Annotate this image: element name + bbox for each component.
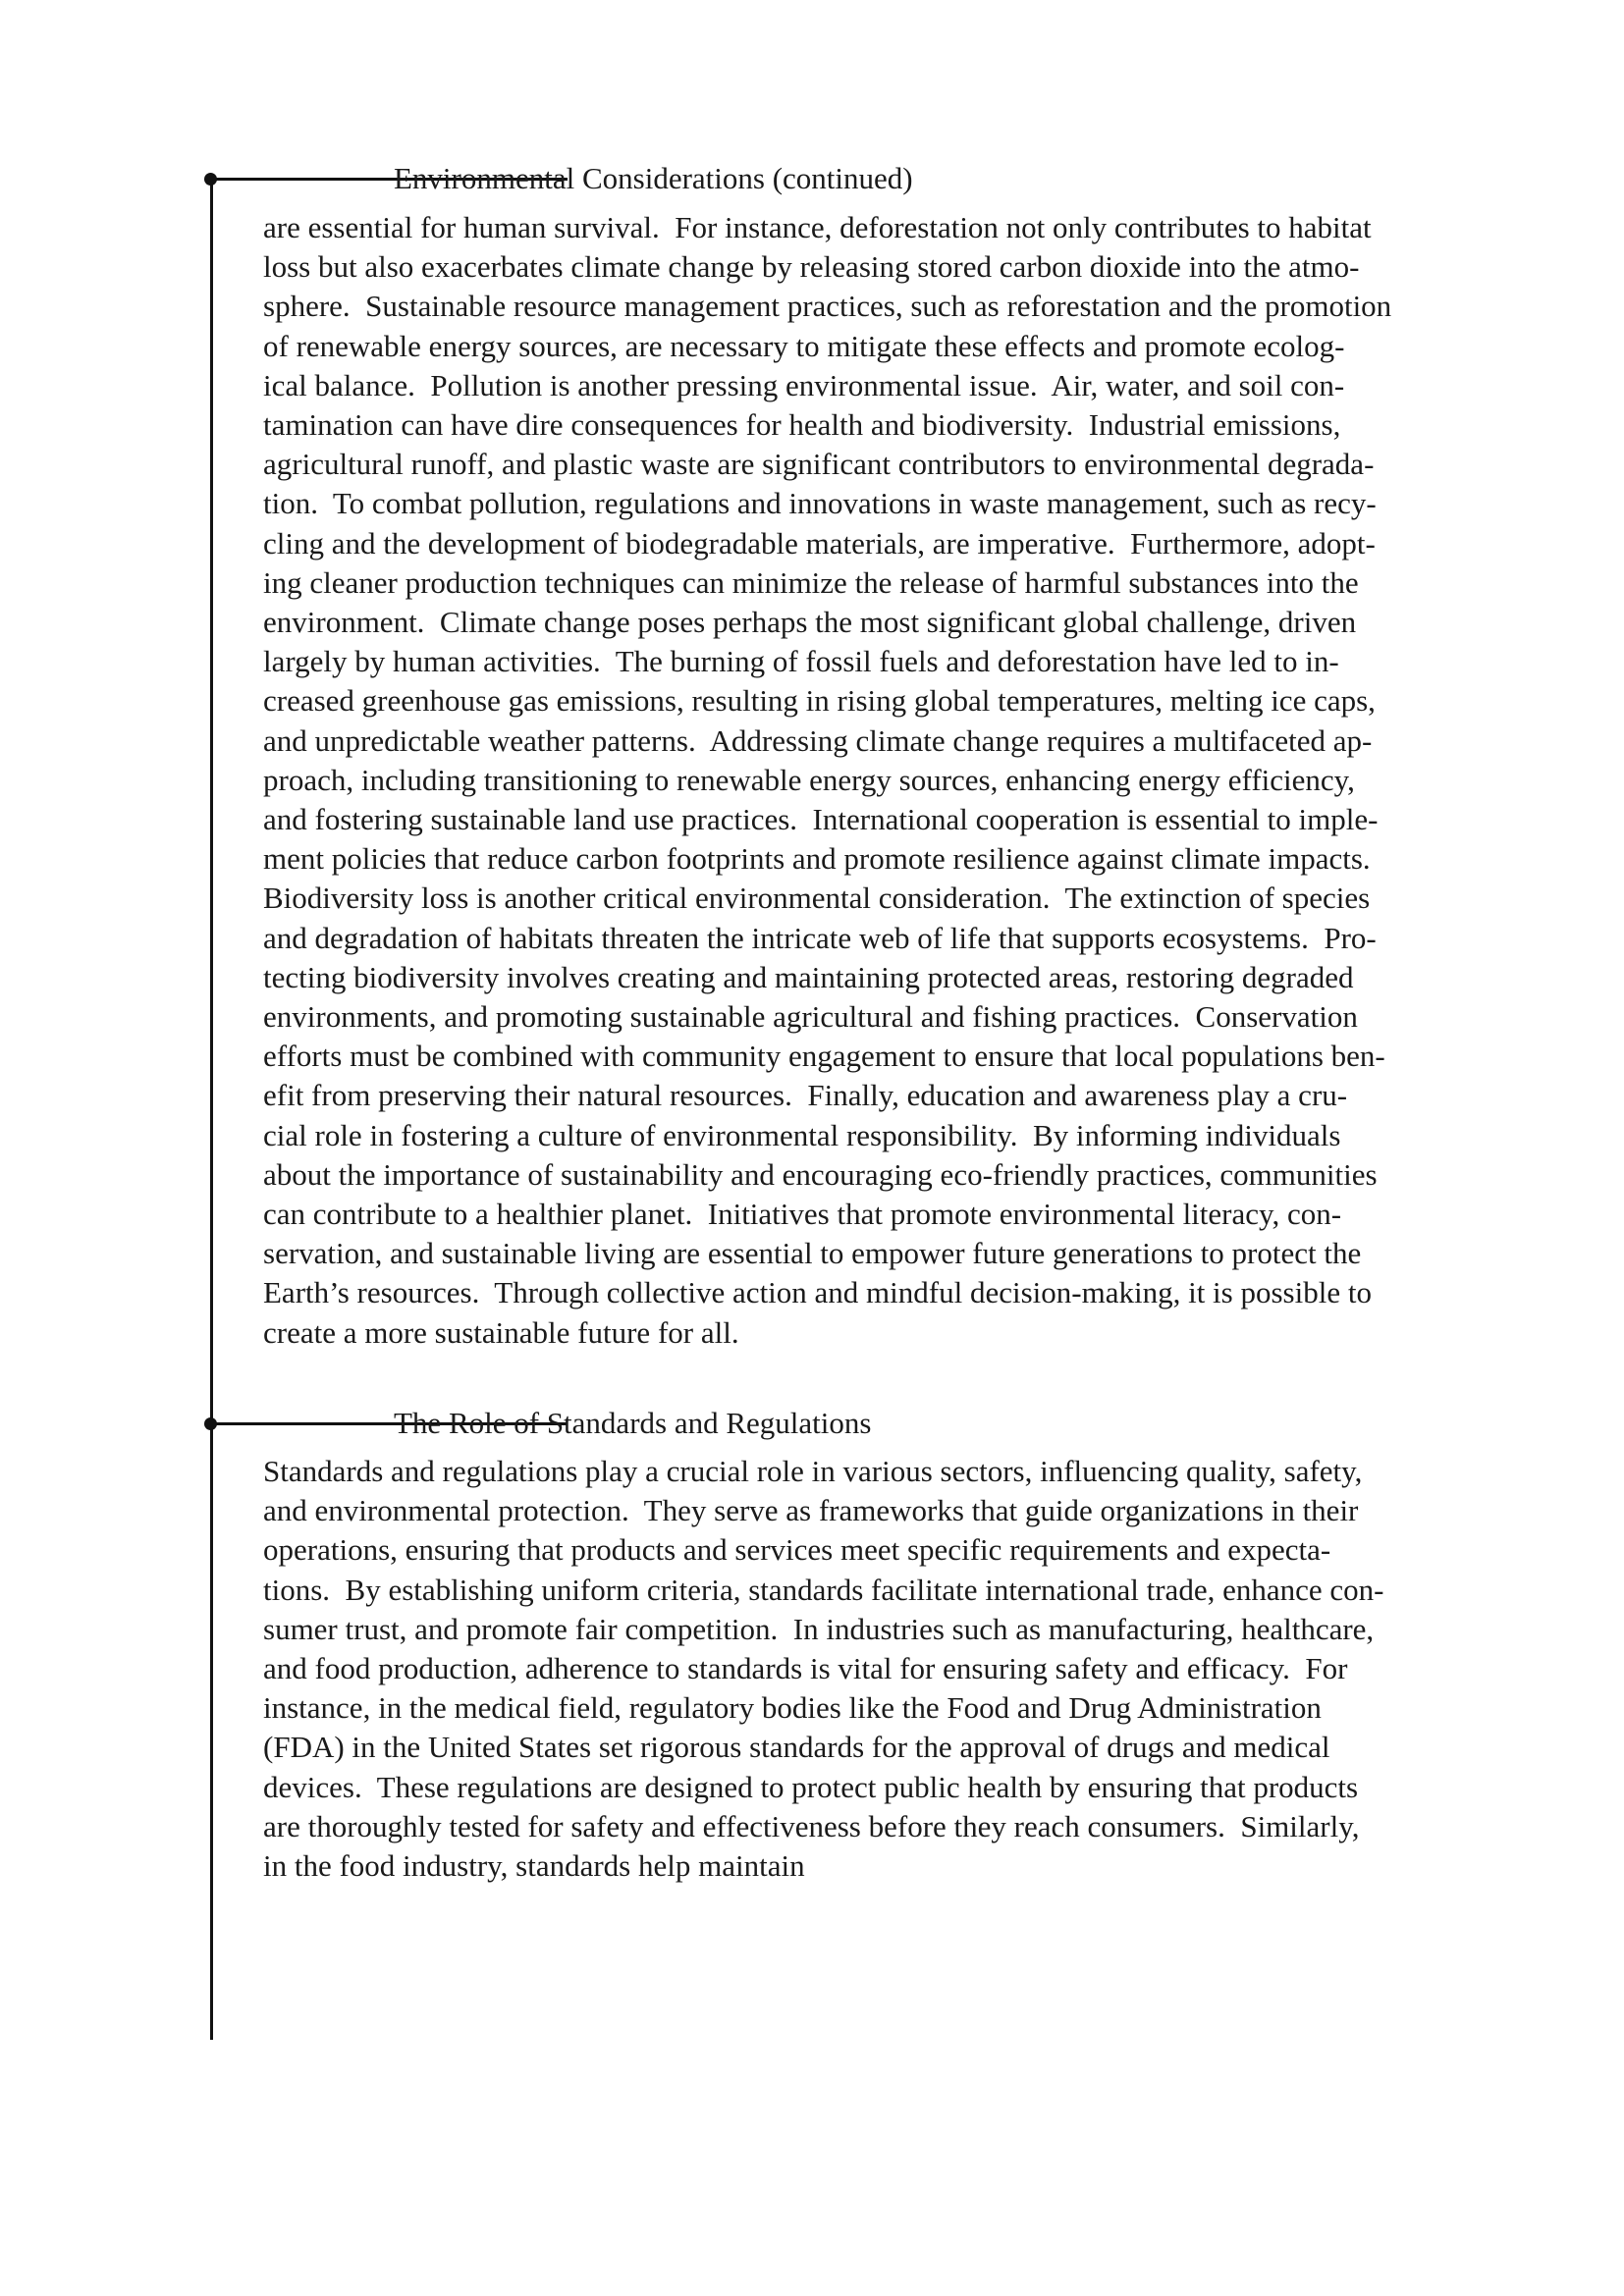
section-title: Environmental Considerations (continued) (394, 161, 913, 195)
section-heading (204, 1406, 1481, 1440)
section-body: are essential for human survival. For instance, deforestation not only contributes to habitat loss but also exacerbates climate change by releasing stored carbon dioxide into the atmo- sphere. Sustainable resource management practices, such as reforestation and the promotion of renewable energy sources, are necessary to mitigate these effects and promote ecolog- ical balance. Pollution is another pressing environmental issue. Air, water, and soil con- tamination can have dire consequences for health and biodiversity. Industrial emissions, agricultural runoff, and plastic waste are significant contributors to environmental degrada- tion. To combat pollution, regulations and innovations in waste management, such as recy- cling and the development of biodegradable materials, are imperative. Furthermore, adopt- ing cleaner production techniques can minimize the release of harmful substances into the environment. Climate change poses perhaps the most significant global challenge, driven largely by human activities. The burning of fossil fuels and deforestation have led to in- creased greenhouse gas emissions, resulting in rising global temperatures, melting ice caps, and unpredictable weather patterns. Addressing climate change requires a multifaceted ap- proach, including transitioning to renewable energy sources, enhancing energy efficiency, and fostering sustainable land use practices. International cooperation is essential to imple- ment policies that reduce carbon footprints and promote resilience against climate impacts. Biodiversity loss is another critical environmental consideration. The extinction of species and degradation of habitats threaten the intricate web of life that supports ecosystems. Pro- tecting biodiversity involves creating and maintaining protected areas, restoring degraded environments, and promoting sustainable agricultural and fishing practices. Conservation efforts must be combined with community engagement to ensure that local populations ben- efit from preserving their natural resources. Finally, education and awareness play a cru- cial role in fostering a culture of environmental responsibility. By informing individuals about the importance of sustainability and encouraging eco-friendly practices, communities can contribute to a healthier planet. Initiatives that promote environmental literacy, con- servation, and sustainable living are essential to empower future generations to protect the Earth’s resources. Through collective action and mindful decision-making, it is possible to create a more sustainable future for all. (263, 210, 1392, 1350)
timeline-spine (210, 179, 213, 2040)
section-title: The Role of Standards and Regulations (394, 1406, 872, 1440)
section-body: Standards and regulations play a crucial role in various sectors, influencing quality, safety, and environmental protection. They serve as frameworks that guide organizations in their operations, ensuring that products and services meet specific requirements and expecta- tions. By establishing uniform criteria, standards facilitate international trade, enhance con- sumer trust, and promote fair competition. In industries such as manufacturing, healthcare, and food production, adherence to standards is vital for ensuring safety and efficacy. For instance, in the medical field, regulatory bodies like the Food and Drug Administration (FDA) in the United States set rigorous standards for the approval of drugs and medical devices. These regulations are designed to protect public health by ensuring that products are thoroughly tested for safety and effectiveness before they reach consumers. Similarly, in the food industry, standards help maintain (263, 1454, 1384, 1884)
section-heading (204, 161, 1481, 195)
